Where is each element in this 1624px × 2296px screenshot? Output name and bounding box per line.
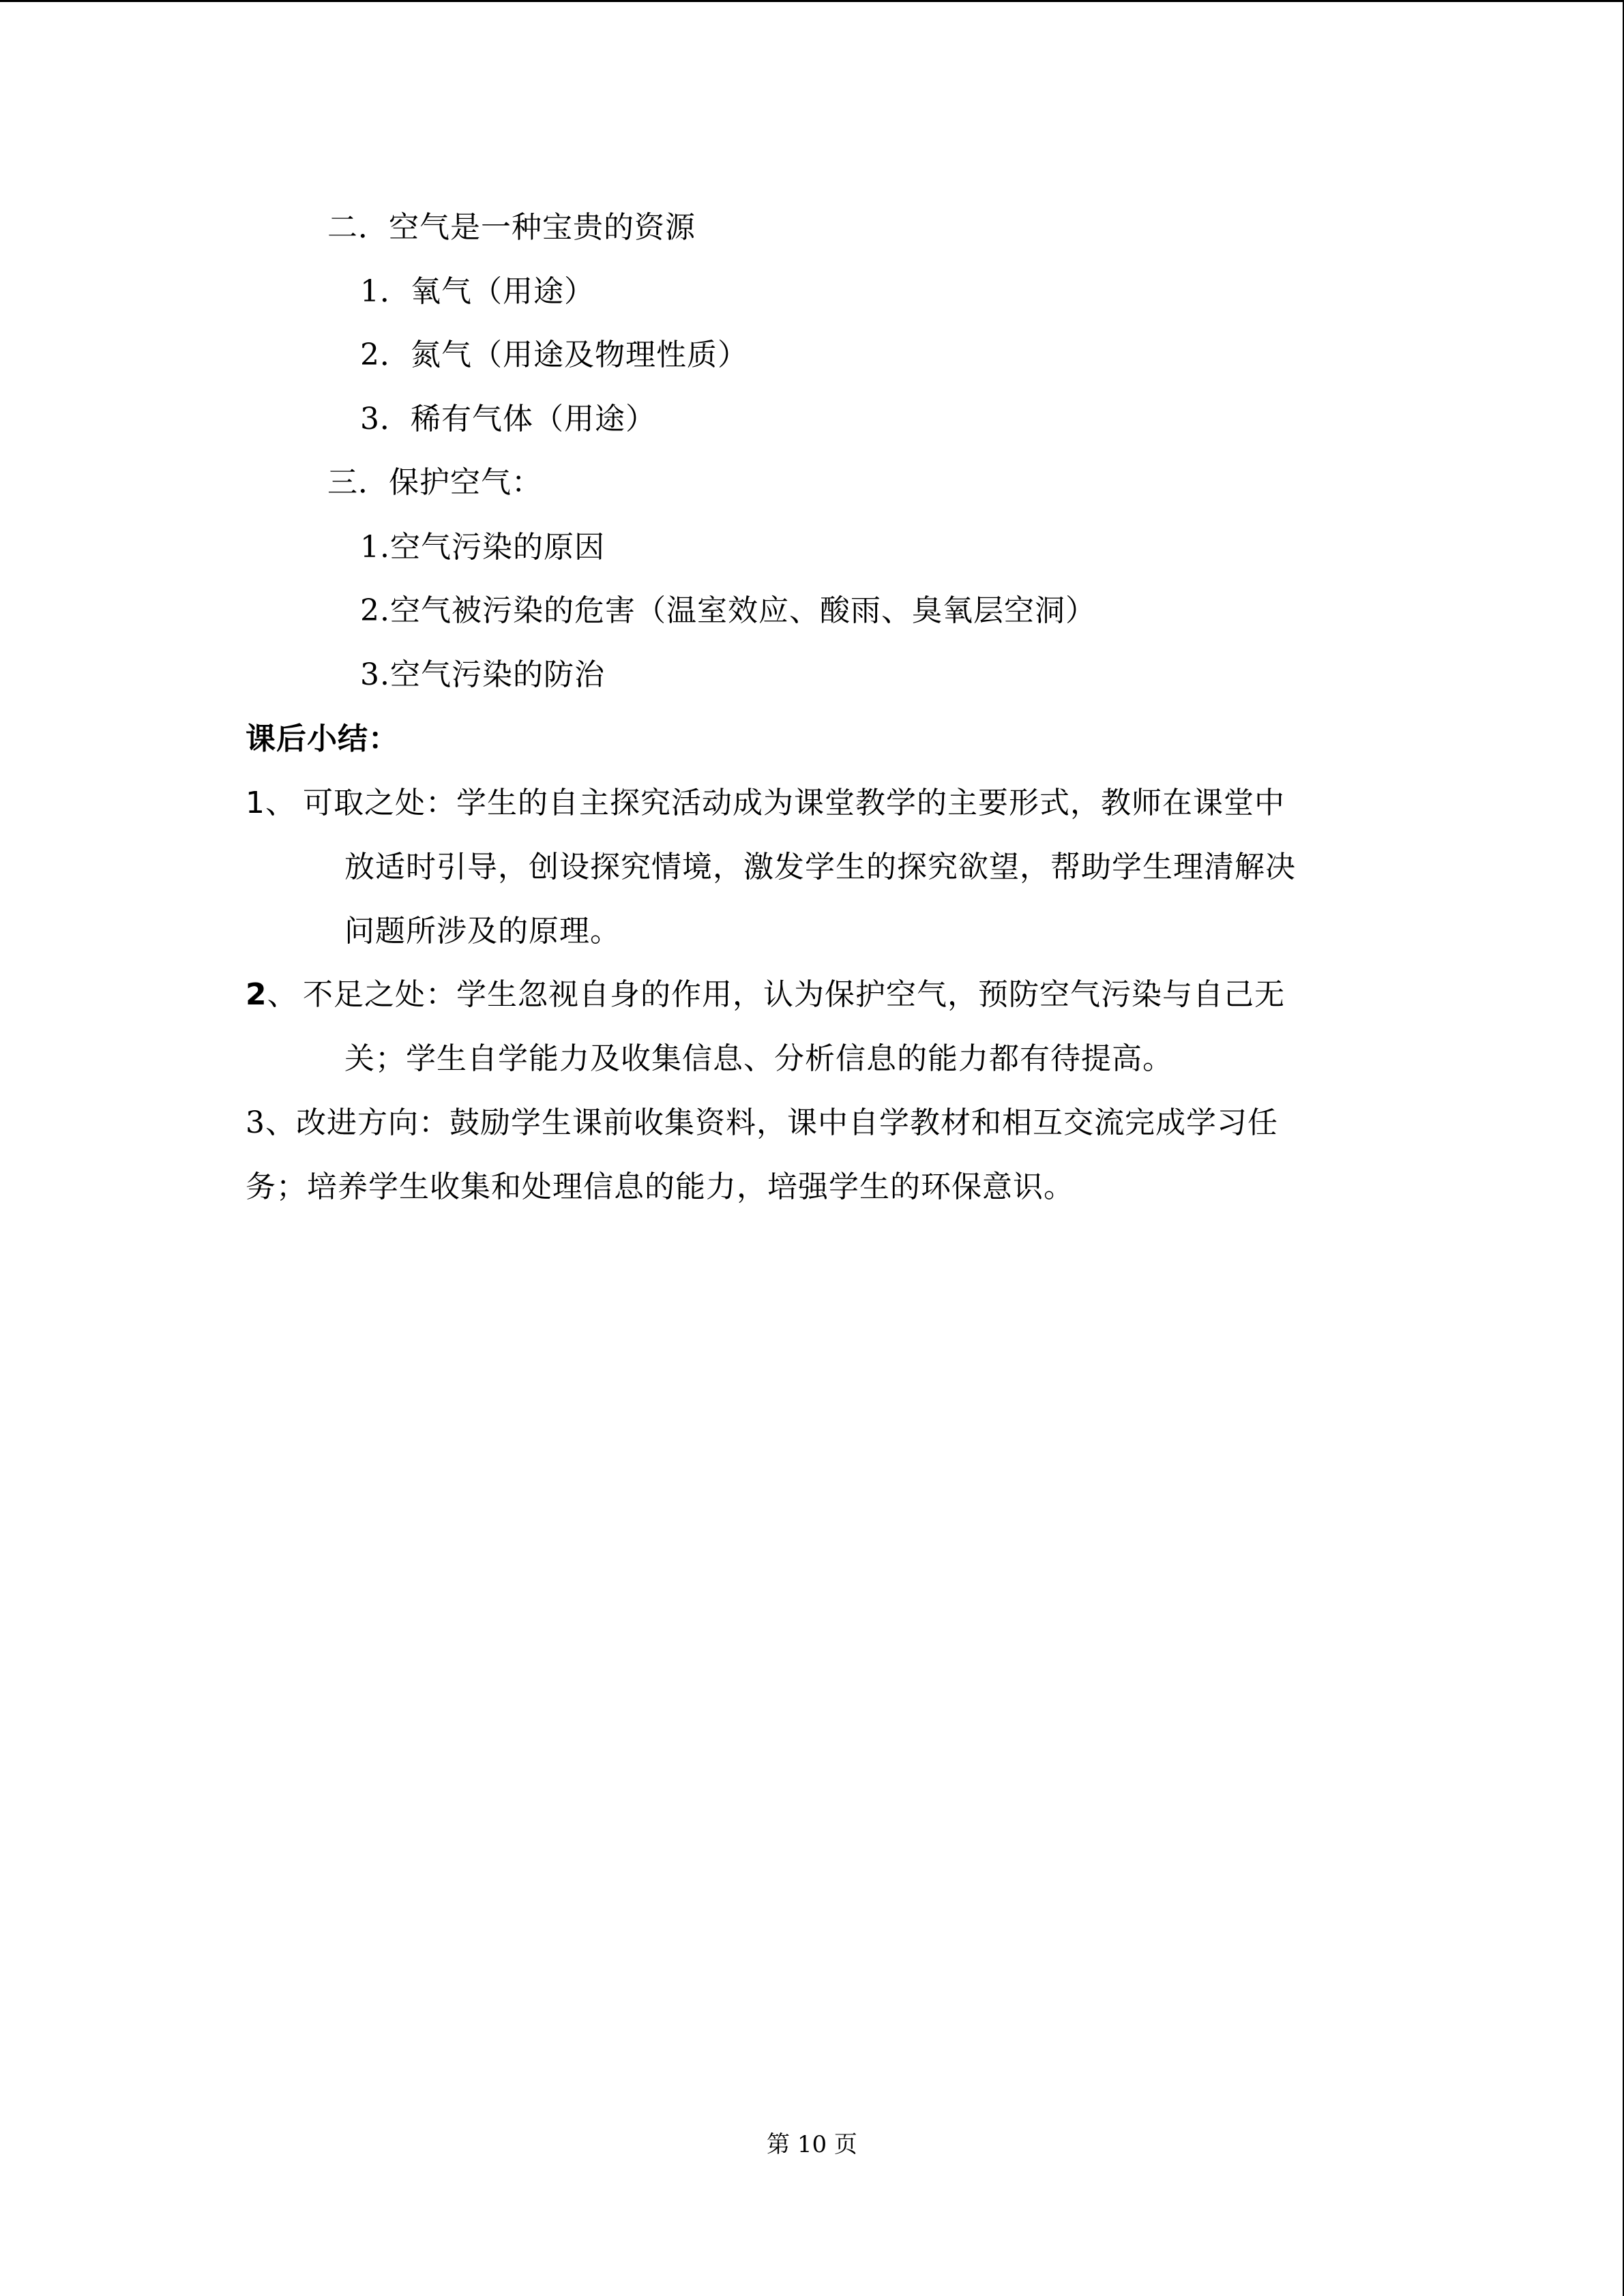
- section-3-heading: 三．保护空气：: [327, 465, 542, 500]
- section-2-item-2: 2．氮气（用途及物理性质）: [360, 338, 748, 372]
- top-border-line: [0, 0, 1624, 2]
- summary-point-1-number: 1、: [246, 786, 296, 820]
- summary-point-2-line-2: 关；学生自学能力及收集信息、分析信息的能力都有待提高。: [344, 1041, 1173, 1076]
- summary-point-1-line-3: 问题所涉及的原理。: [344, 914, 621, 949]
- summary-point-2-separator: 、: [267, 977, 298, 1012]
- section-2-item-3: 3．稀有气体（用途）: [360, 402, 656, 436]
- summary-point-2-number: 2: [246, 977, 267, 1012]
- section-3-item-1: 1.空气污染的原因: [360, 530, 605, 565]
- summary-point-2-line-1: 不足之处：学生忽视自身的作用，认为保护空气，预防空气污染与自己无: [303, 977, 1285, 1012]
- summary-point-1-line-1: 可取之处：学生的自主探究活动成为课堂教学的主要形式，教师在课堂中: [303, 786, 1285, 820]
- section-2-heading: 二．空气是一种宝贵的资源: [327, 210, 696, 245]
- summary-point-3-line-1: 3、改进方向：鼓励学生课前收集资料，课中自学教材和相互交流完成学习任: [246, 1105, 1278, 1140]
- section-3-item-2: 2.空气被污染的危害（温室效应、酸雨、臭氧层空洞）: [360, 593, 1096, 628]
- section-2-item-1: 1．氧气（用途）: [360, 274, 595, 309]
- summary-title: 课后小结：: [246, 721, 399, 756]
- section-3-item-3: 3.空气污染的防治: [360, 657, 605, 692]
- summary-point-3-line-2: 务；培养学生收集和处理信息的能力，培强学生的环保意识。: [246, 1169, 1074, 1204]
- summary-point-1-line-2: 放适时引导，创设探究情境，激发学生的探究欲望，帮助学生理清解决: [344, 850, 1296, 884]
- page-number: 第 10 页: [767, 2131, 857, 2158]
- summary-point-2-header: [246, 974, 298, 1015]
